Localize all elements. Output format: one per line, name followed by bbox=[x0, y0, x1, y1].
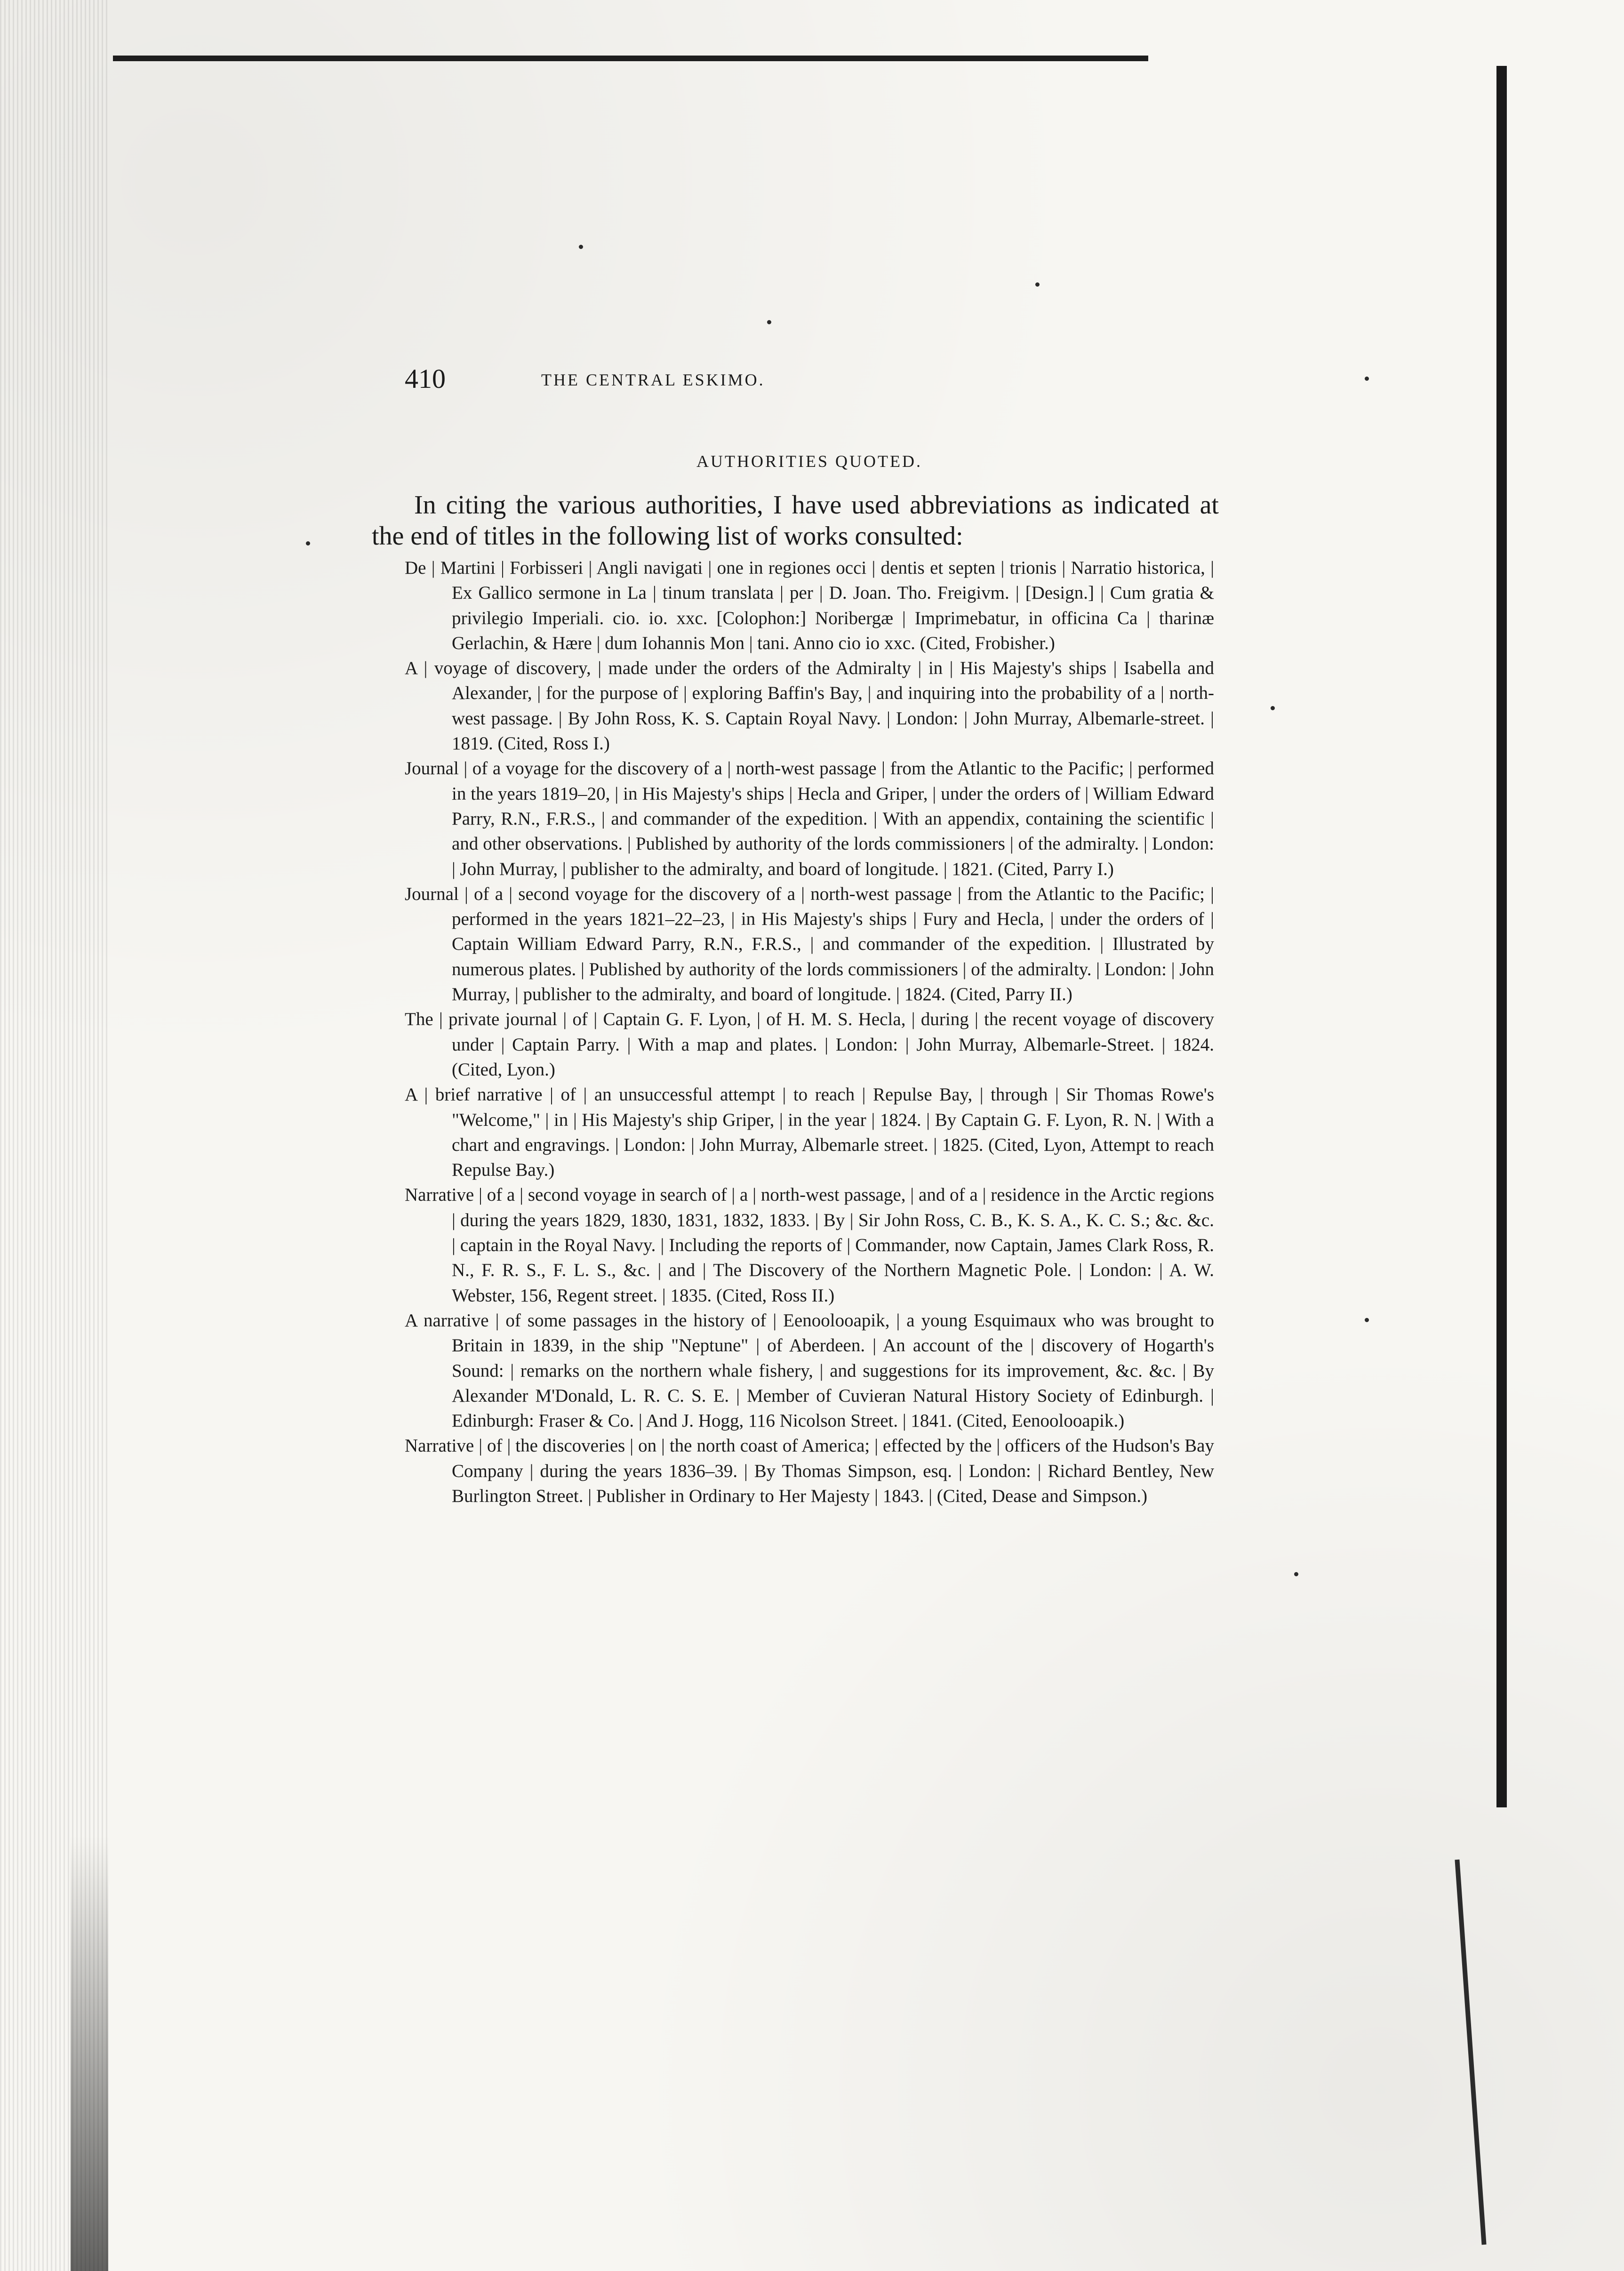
right-margin-mark bbox=[1496, 66, 1507, 1807]
bibliography-list bbox=[405, 555, 1214, 1509]
bibliography-entry: A | brief narrative | of | an unsuccessful attempt | to reach | Repulse Bay, | through | Sir Thomas Rowe's "Welcome," | in | His Majesty's ship Griper, | in the year | 1824. | By Captain G. F. Lyon, R. N. | With a chart and engravings. | London: | John Murray, Albemarle street. | 1825. (Cited, Lyon, Attempt to reach Repulse Bay.) bbox=[405, 1084, 1214, 1180]
bibliography-entry: De | Martini | Forbisseri | Angli navigati | one in regiones occi | dentis et septen | trionis | Narratio historica, | Ex Gallico sermone in La | tinum translata | per | D. Joan. Tho. Freigivm. | [Design.] | Cum gratia & privilegio Imperiali. cio. io. xxc. [Colophon:] Noribergæ | Imprimebatur, in officina Ca | tharinæ Gerlachin, & Hære | dum Iohannis Mon | tani. Anno cio io xxc. (Cited, Frobisher.) bbox=[405, 558, 1214, 653]
bibliography-entry: The | private journal | of | Captain G. F. Lyon, | of H. M. S. Hecla, | during | the recent voyage of discovery under | Captain Parry. | With a map and plates. | London: | John Murray, Albemarle-Street. | 1824. (Cited, Lyon.) bbox=[405, 1009, 1214, 1080]
scan-speck bbox=[1271, 706, 1275, 710]
bibliography-entry: Narrative | of a | second voyage in search of | a | north-west passage, | and of a | residence in the Arctic regions | during the years 1829, 1830, 1831, 1832, 1833. | By | Sir John Ross, C. B., K. S. A., K. C. S.; &c. &c. | captain in the Royal Navy. | Including the reports of | Commander, now Captain, James Clark Ross, R. N., F. R. S., F. L. S., &c. | and | The Discovery of the Northern Magnetic Pole. | London: | A. W. Webster, 156, Regent street. | 1835. (Cited, Ross II.) bbox=[405, 1185, 1214, 1306]
section-title: AUTHORITIES QUOTED. bbox=[696, 452, 922, 471]
scan-speck bbox=[579, 245, 583, 249]
scan-speck bbox=[1365, 1318, 1369, 1322]
scan-speck bbox=[1035, 282, 1040, 287]
scan-speck bbox=[1294, 1572, 1298, 1576]
bibliography-entry: A narrative | of some passages in the history of | Eenoolooapik, | a young Esquimaux who was brought to Britain in 1839, in the ship "Neptune" | of Aberdeen. | An account of the | discovery of Hogarth's Sound: | remarks on the northern whale fishery, | and suggestions for its improvement, &c. &c. | By Alexander M'Donald, L. R. C. S. E. | Member of Cuvieran Natural History Society of Edinburgh. | Edinburgh: Fraser & Co. | And J. Hogg, 116 Nicolson Street. | 1841. (Cited, Eenoolooapik.) bbox=[405, 1310, 1214, 1431]
intro-paragraph: In citing the various authorities, I have used abbreviations as indicated at the end of titles in the following list of works consulted: bbox=[372, 490, 1219, 551]
bibliography-entry: Narrative | of | the discoveries | on | the north coast of America; | effected by the | officers of the Hudson's Bay Company | during the years 1836–39. | By Thomas Simpson, esq. | London: | Richard Bentley, New Burlington Street. | Publisher in Ordinary to Her Majesty | 1843. | (Cited, Dease and Simpson.) bbox=[405, 1436, 1214, 1506]
bibliography-entry: Journal | of a | second voyage for the discovery of a | north-west passage | from the Atlantic to the Pacific; | performed in the years 1821–22–23, | in His Majesty's ships | Fury and Hecla, | under the orders of | Captain William Edward Parry, R.N., F.R.S., | and commander of the expedition. | Illustrated by numerous plates. | Published by authority of the lords commissioners | of the admiralty. | London: | John Murray, | publisher to the admiralty, and board of longitude. | 1824. (Cited, Parry II.) bbox=[405, 883, 1214, 1005]
bibliography-entry: Journal | of a voyage for the discovery of a | north-west passage | from the Atlantic to the Pacific; | performed in the years 1819–20, | in His Majesty's ships | Hecla and Griper, | under the orders of | William Edward Parry, R.N., F.R.S., | and commander of the expedition. | With an appendix, containing the scientific | and other observations. | Published by authority of the lords commissioners | of the admiralty. | London: | John Murray, | publisher to the admiralty, and board of longitude. | 1821. (Cited, Parry I.) bbox=[405, 758, 1214, 879]
scan-speck bbox=[767, 320, 771, 324]
running-head: THE CENTRAL ESKIMO. bbox=[541, 370, 765, 389]
page-number: 410 bbox=[405, 363, 446, 394]
top-rule bbox=[113, 56, 1148, 61]
scan-speck bbox=[1365, 377, 1369, 381]
bibliography-entry: A | voyage of discovery, | made under the orders of the Admiralty | in | His Majesty's ships | Isabella and Alexander, | for the purpose of | exploring Baffin's Bay, | and inquiring into the probability of a | north-west passage. | By John Ross, K. S. Captain Royal Navy. | London: | John Murray, Albemarle-street. | 1819. (Cited, Ross I.) bbox=[405, 658, 1214, 754]
scan-speck bbox=[306, 541, 310, 546]
binding-shadow bbox=[71, 1836, 108, 2271]
